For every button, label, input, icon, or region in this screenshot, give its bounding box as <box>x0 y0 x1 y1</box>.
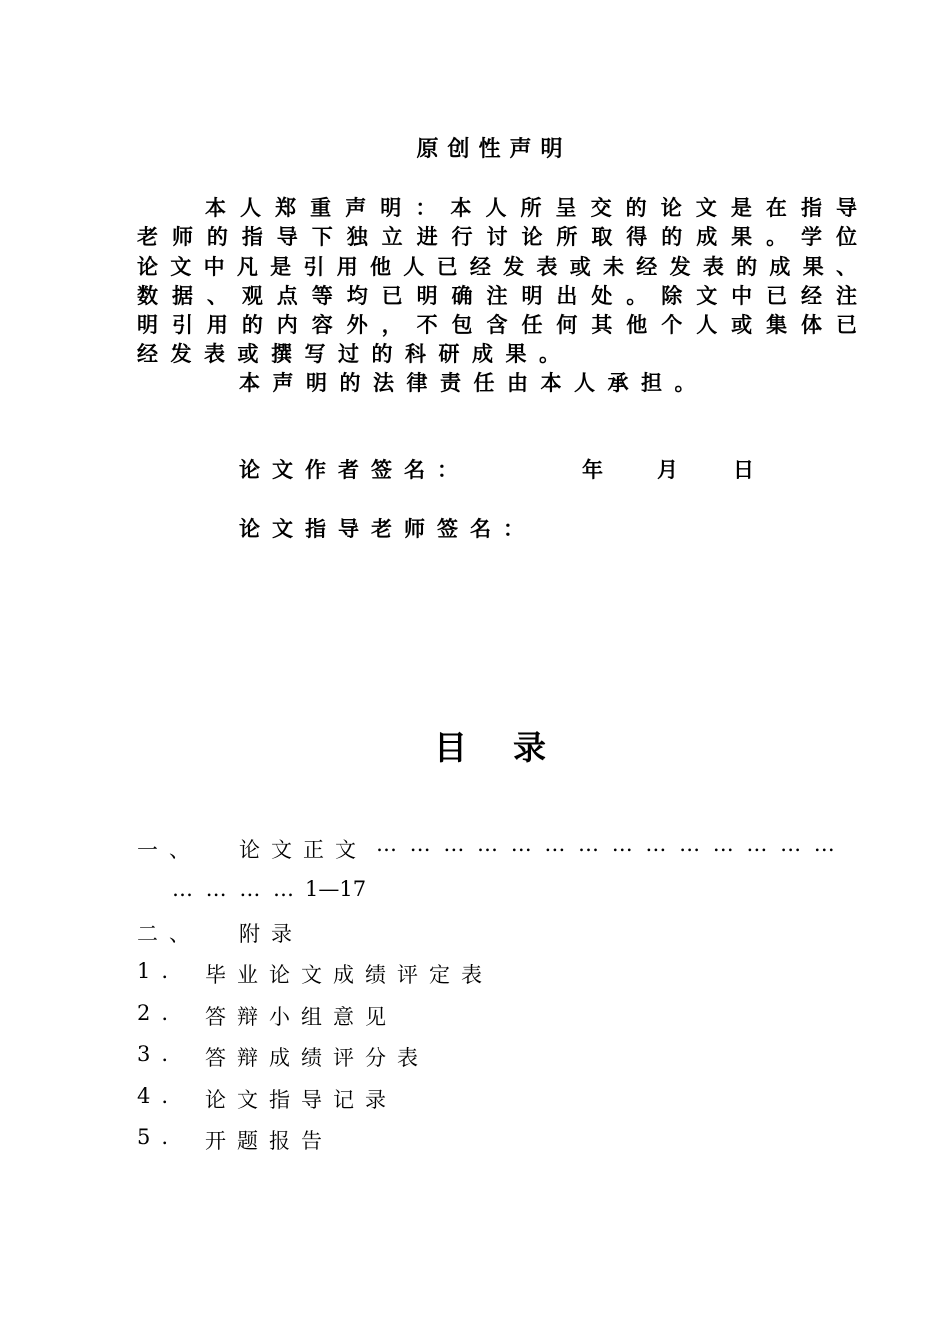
declaration-title: 原创性声明 <box>416 136 572 162</box>
liability-statement: 本声明的法律责任由本人承担。 <box>239 370 708 395</box>
declaration-line: 明引用的内容外，不包含任何其他个人或集体已 <box>137 312 857 338</box>
declaration-line: 老师的指导下独立进行讨论所取得的成果。学位 <box>137 224 857 250</box>
appendix-item-number: 3. <box>137 1042 180 1066</box>
toc-leader-dots: … … … … … … … … … … … … … … <box>376 832 838 856</box>
toc-item-number: 二、 <box>137 922 201 946</box>
appendix-item-label: 论文指导记录 <box>205 1088 397 1112</box>
declaration-line: 经发表或撰写过的科研成果。 <box>137 341 573 367</box>
appendix-item-number: 5. <box>137 1125 180 1149</box>
declaration-line: 本人郑重声明：本人所呈交的论文是在指导 <box>205 195 857 220</box>
appendix-item-number: 4. <box>137 1084 180 1108</box>
appendix-item-label: 开题报告 <box>205 1129 333 1153</box>
author-signature-label: 论文作者签名： <box>239 457 470 482</box>
toc-item-label: 论文正文 <box>239 838 367 862</box>
date-day-label: 日 <box>733 457 754 482</box>
toc-page-range: 1—17 <box>305 877 367 901</box>
appendix-item-label: 答辩成绩评分表 <box>205 1046 429 1070</box>
declaration-line: 论文中凡是引用他人已经发表或未经发表的成果、 <box>137 253 857 279</box>
appendix-item-label: 毕业论文成绩评定表 <box>205 963 493 987</box>
toc-item-number: 一、 <box>137 838 201 862</box>
declaration-body <box>137 193 857 369</box>
advisor-signature-label: 论文指导老师签名： <box>239 516 536 541</box>
date-month-label: 月 <box>657 457 678 482</box>
toc-leader-dots: … … … … <box>172 877 298 901</box>
appendix-item-number: 2. <box>137 1001 180 1025</box>
appendix-item-label: 答辩小组意见 <box>205 1005 397 1029</box>
toc-title: 目录 <box>434 728 592 767</box>
appendix-item-number: 1. <box>137 959 180 983</box>
date-year-label: 年 <box>582 457 603 482</box>
declaration-line: 数据、观点等均已明确注明出处。除文中已经注 <box>137 282 857 308</box>
toc-item-label: 附录 <box>239 922 303 946</box>
